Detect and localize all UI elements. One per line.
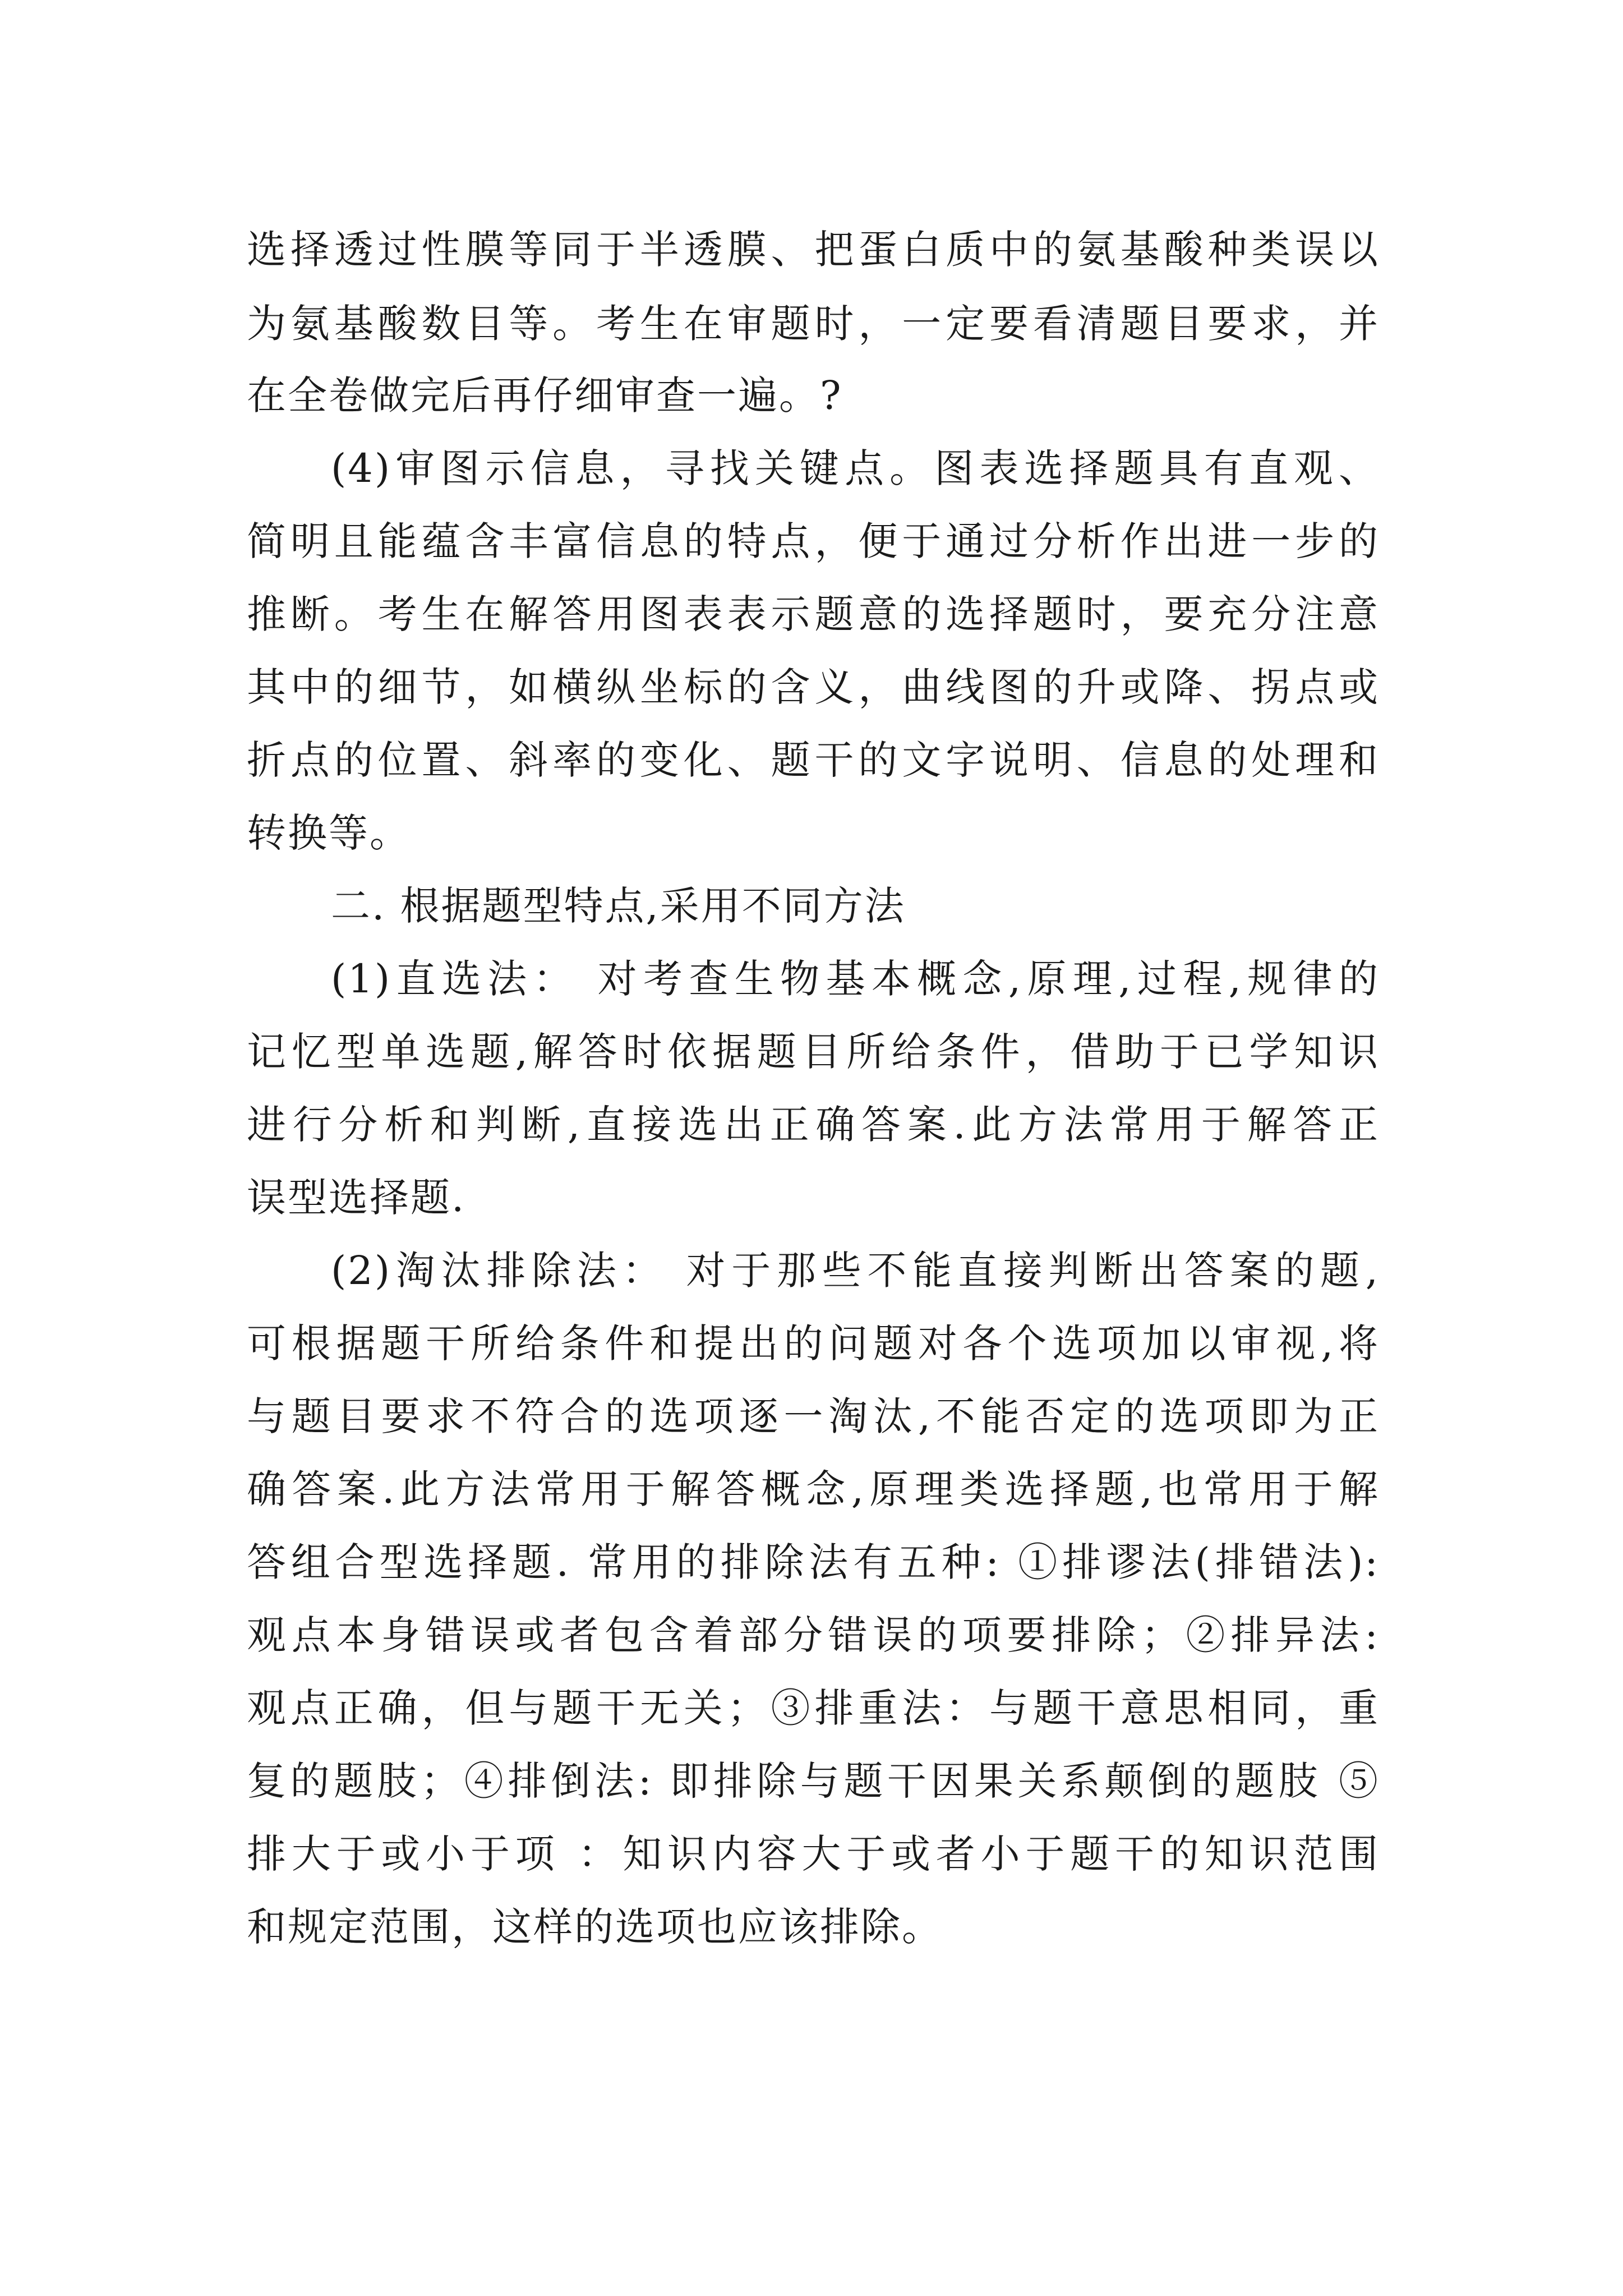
elimination-method-line-7: 观点正确，但与题干无关；③排重法：与题干意思相同，重: [247, 1685, 1380, 1731]
direct-method-line-1: (1)直选法： 对考查生物基本概念,原理,过程,规律的: [331, 956, 1380, 1002]
paragraph-4-line-4: 其中的细节，如横纵坐标的含义，曲线图的升或降、拐点或: [247, 664, 1380, 710]
elimination-method-line-2: 可根据题干所给条件和提出的问题对各个选项加以审视,将: [247, 1320, 1380, 1366]
elimination-method-line-9: 排大于或小于项 ：知识内容大于或者小于题干的知识范围: [247, 1831, 1380, 1877]
text-line-3: 在全卷做完后再仔细审查一遍。?: [247, 372, 843, 418]
section-heading-2: 二. 根据题型特点,采用不同方法: [331, 883, 906, 929]
paragraph-4-line-2: 简明且能蕴含丰富信息的特点，便于通过分析作出进一步的: [247, 518, 1380, 564]
elimination-method-line-3: 与题目要求不符合的选项逐一淘汰,不能否定的选项即为正: [247, 1393, 1380, 1439]
paragraph-4-line-5: 折点的位置、斜率的变化、题干的文字说明、信息的处理和: [247, 737, 1380, 783]
paragraph-4-line-1: (4)审图示信息，寻找关键点。图表选择题具有直观、: [331, 445, 1380, 491]
text-line-2: 为氨基酸数目等。考生在审题时，一定要看清题目要求，并: [247, 301, 1380, 347]
text-line-1: 选择透过性膜等同于半透膜、把蛋白质中的氨基酸种类误以: [247, 227, 1380, 273]
elimination-method-line-1: (2)淘汰排除法： 对于那些不能直接判断出答案的题,: [331, 1248, 1380, 1294]
elimination-method-line-6: 观点本身错误或者包含着部分错误的项要排除；②排异法:: [247, 1612, 1380, 1658]
elimination-method-line-5: 答组合型选择题. 常用的排除法有五种: ①排谬法(排错法):: [247, 1539, 1380, 1585]
direct-method-line-2: 记忆型单选题,解答时依据题目所给条件，借助于已学知识: [247, 1029, 1380, 1075]
elimination-method-line-10: 和规定范围，这样的选项也应该排除。: [247, 1904, 943, 1950]
paragraph-4-line-3: 推断。考生在解答用图表表示题意的选择题时，要充分注意: [247, 591, 1380, 637]
direct-method-line-4: 误型选择题.: [247, 1175, 466, 1221]
direct-method-line-3: 进行分析和判断,直接选出正确答案.此方法常用于解答正: [247, 1102, 1380, 1148]
elimination-method-line-4: 确答案.此方法常用于解答概念,原理类选择题,也常用于解: [247, 1466, 1380, 1512]
paragraph-4-line-6: 转换等。: [247, 810, 411, 856]
elimination-method-line-8: 复的题肢；④排倒法: 即排除与题干因果关系颠倒的题肢 ⑤: [247, 1758, 1380, 1804]
